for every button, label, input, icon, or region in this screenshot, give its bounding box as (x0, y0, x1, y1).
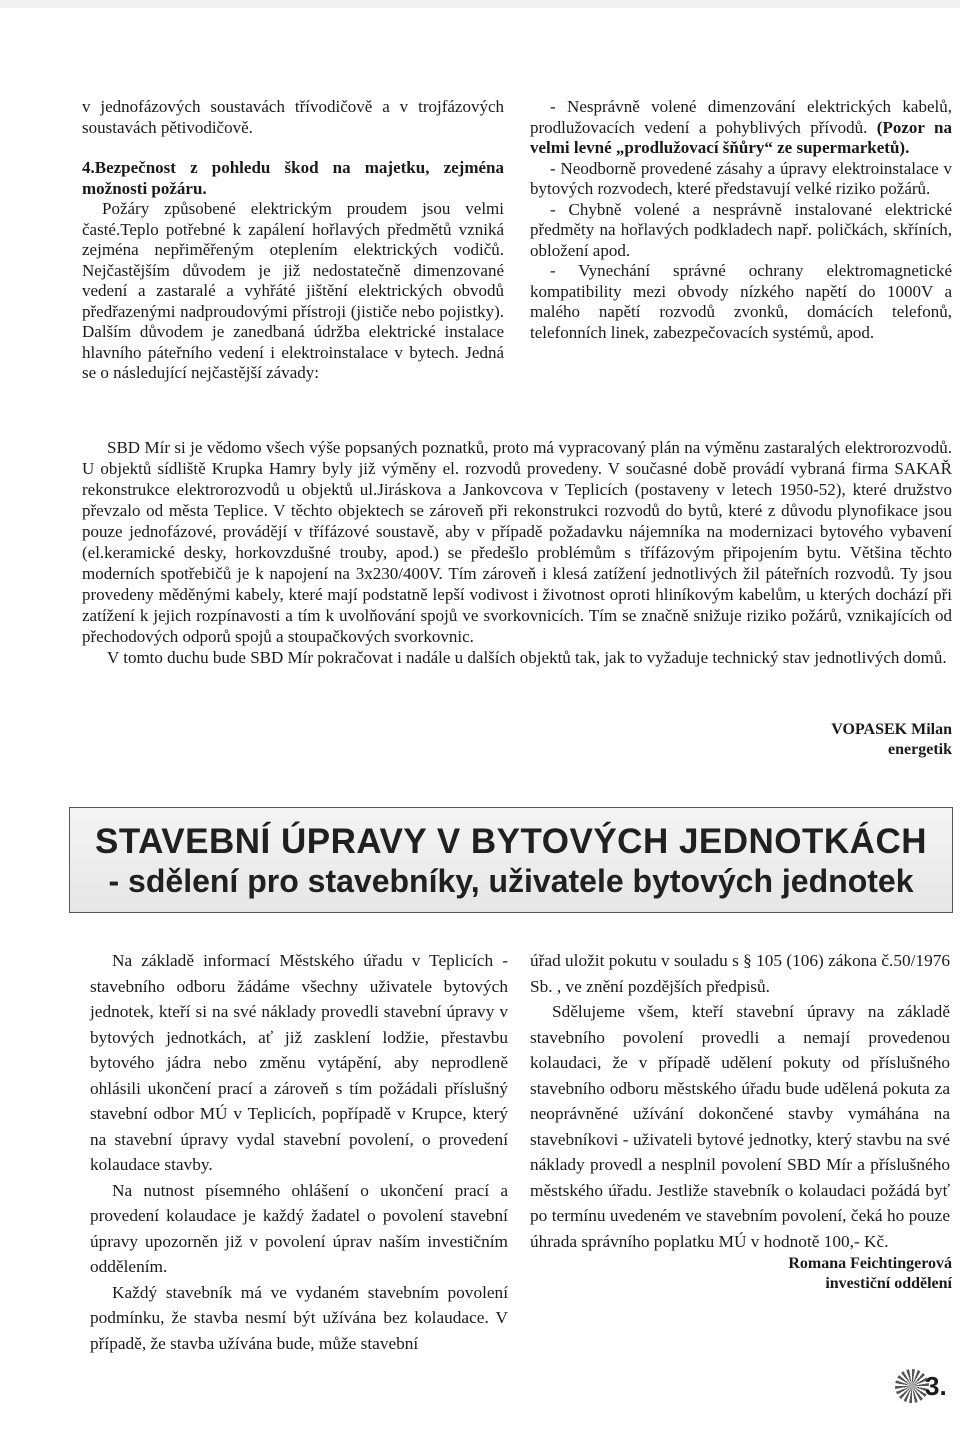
paragraph: V tomto duchu bude SBD Mír pokračovat i nadále u dalších objektů tak, jak to vyžaduje technický stav jednotlivých domů. (107, 648, 947, 667)
signature-investicni (652, 1254, 952, 1294)
signature-role: investiční oddělení (825, 1275, 952, 1292)
paragraph: Na základě informací Městského úřadu v Teplicích - stavebního odboru žádáme všechny uživatele bytových jednotek, kteří si na své náklady provedli stavební úpravy v bytových jednotkách, ať již zasklení lodžie, přestavbu bytového jádra nebo změnu vytápění, aby neprodleně ohlásili ukončení prací a zároveň s tím požádali příslušný stavební odbor MÚ v Teplicích, popřípadě v Krupce, který na stavební úpravy vydal stavební povolení, o provedení kolaudace stavby. (90, 951, 508, 1174)
paragraph: v jednofázových soustavách třívodičově a v trojfázových soustavách pětivodičově. (82, 97, 504, 137)
list-item: - Chybně volené a nesprávně instalované elektrické předměty na hořlavých podkladech např. poličkách, skříních, obložení apod. (530, 199, 952, 260)
scan-top-edge (0, 0, 960, 8)
section-heading: 4.Bezpečnost z pohledu škod na majetku, zejména možnosti požáru. (82, 158, 504, 198)
paragraph: Každý stavebník má ve vydaném stavebním povolení podmínku, že stavba nesmí být užívána bez kolaudace. V případě, že stavba užívána bude, může stavební (90, 1282, 508, 1353)
column-right-top (530, 97, 952, 343)
column-right-bottom (530, 948, 950, 1254)
column-left-top (82, 97, 504, 384)
paragraph: Sdělujeme všem, kteří stavební úpravy na základě stavebního povolení provedli a nemají provedenou kolaudaci, že v případě udělení pokuty od příslušného stavebního odboru městského úřadu bude udělená pokuta za neoprávněné užívání dokončené stavby vymáhána na stavebníkovi - uživateli bytové jednotky, který stavbu na své náklady provedl a nesplnil povolení SBD Mír a příslušného městského úřadu. Jestliže stavebník o kolaudaci požádá byť po termínu uvedeném ve stavebním povolení, čeká ho pouze úhrada správního poplatku MÚ v hodnotě 100,- Kč. (530, 1002, 950, 1251)
signature-energetik (652, 720, 952, 760)
paragraph: Požáry způsobené elektrickým proudem jsou velmi časté.Teplo potřebné k zapálení hořlavých předmětů vzniká zejména nepřiměřeným oteplením elektrických vodičů. Nejčastějším důvodem je již nedostatečně dimenzované vedení a zastaralé a vyhřáté jištění elektrických obvodů předřazenými nadproudovými přístroji (jističe nebo pojistky). Dalším důvodem je zanedbaná údržba elektrické instalace hlavního páteřního vedení i elektroinstalace v bytech. Jedná se o následující nejčastější závady: (82, 199, 504, 382)
banner-subtitle: - sdělení pro stavebníky, uživatele bytových jednotek (108, 863, 914, 899)
signature-name: VOPASEK Milan (831, 721, 952, 738)
list-item: - Nesprávně volené dimenzování elektrických kabelů, prodlužovacích vedení a pohyblivých přívodů. (530, 97, 952, 137)
paragraph (530, 97, 952, 159)
page-number (895, 1365, 955, 1405)
paragraph: Na nutnost písemného ohlášení o ukončení prací a provedení kolaudace je každý žadatel o povolení stavební úpravy upozorněn již v povolení úprav naším investičním oddělením. (90, 1180, 508, 1276)
full-width-text (82, 437, 952, 668)
paragraph: SBD Mír si je vědomo všech výše popsaných poznatků, proto má vypracovaný plán na výměnu zastaralých elektrorozvodů. U objektů sídliště Krupka Hamry byly již výměny el. rozvodů provedeny. V současné době provádí vybraná firma SAKAŘ rekonstrukce elektrorozvodů u objektů ul.Jiráskova a Jankovcova v Teplicích (postaveny v letech 1950-52), které družstvo převzalo od města Teplice. V těchto objektech se zároveň při rekonstrukci rozvodů do bytů, které z důvodu plynofikace jsou pouze jednofázové, provádějí v třífázové soustavě, aby v případě požadavku nájemníka na modernizaci bytového vybavení (el.keramické desky, horkovzdušné trouby, apod.) se předešlo problémům s třífázovým připojením bytu. Většina těchto moderních spotřebičů je k napojení na 3x230/400V. Tím zároveň i klesá zatížení jednotlivých žil páteřních rozvodů. Ty jsou provedeny měděnými kabely, které mají podstatně lepší vodivost i životnost oproti hliníkovým kabelům, u kterých dochází při zatížení k jejich rozpínavosti a tím k uvolňování spojů ve svorkovnicích. Tím se značně snižuje riziko požárů, vznikajících od přechodových odporů spojů a stoupačkových svorkovnic. (82, 438, 952, 646)
signature-name: Romana Feichtingerová (788, 1255, 952, 1272)
page-number-text: 3. (925, 1371, 947, 1401)
spacer (82, 138, 504, 158)
signature-role: energetik (888, 741, 952, 758)
paragraph: úřad uložit pokutu v souladu s § 105 (106) zákona č.50/1976 Sb. , ve znění pozdějších předpisů. (530, 951, 950, 996)
warning-note: (Pozor na velmi levné „prodlužovací šňůry“ ze supermarketů). (530, 117, 952, 157)
banner-title: STAVEBNÍ ÚPRAVY V BYTOVÝCH JEDNOTKÁCH (94, 822, 928, 861)
sunburst-icon (895, 1369, 929, 1403)
section-banner (69, 807, 953, 913)
list-item: - Neodborně provedené zásahy a úpravy elektroinstalace v bytových rozvodech, které představují velké riziko požárů. (530, 158, 952, 198)
column-left-bottom (90, 948, 508, 1356)
list-item: - Vynechání správné ochrany elektromagnetické kompatibility mezi obvody nízkého napětí do 1000V a malého napětí rozvodů zvonků, domácích telefonů, telefonních linek, zabezpečovacích systémů, apod. (530, 261, 952, 342)
